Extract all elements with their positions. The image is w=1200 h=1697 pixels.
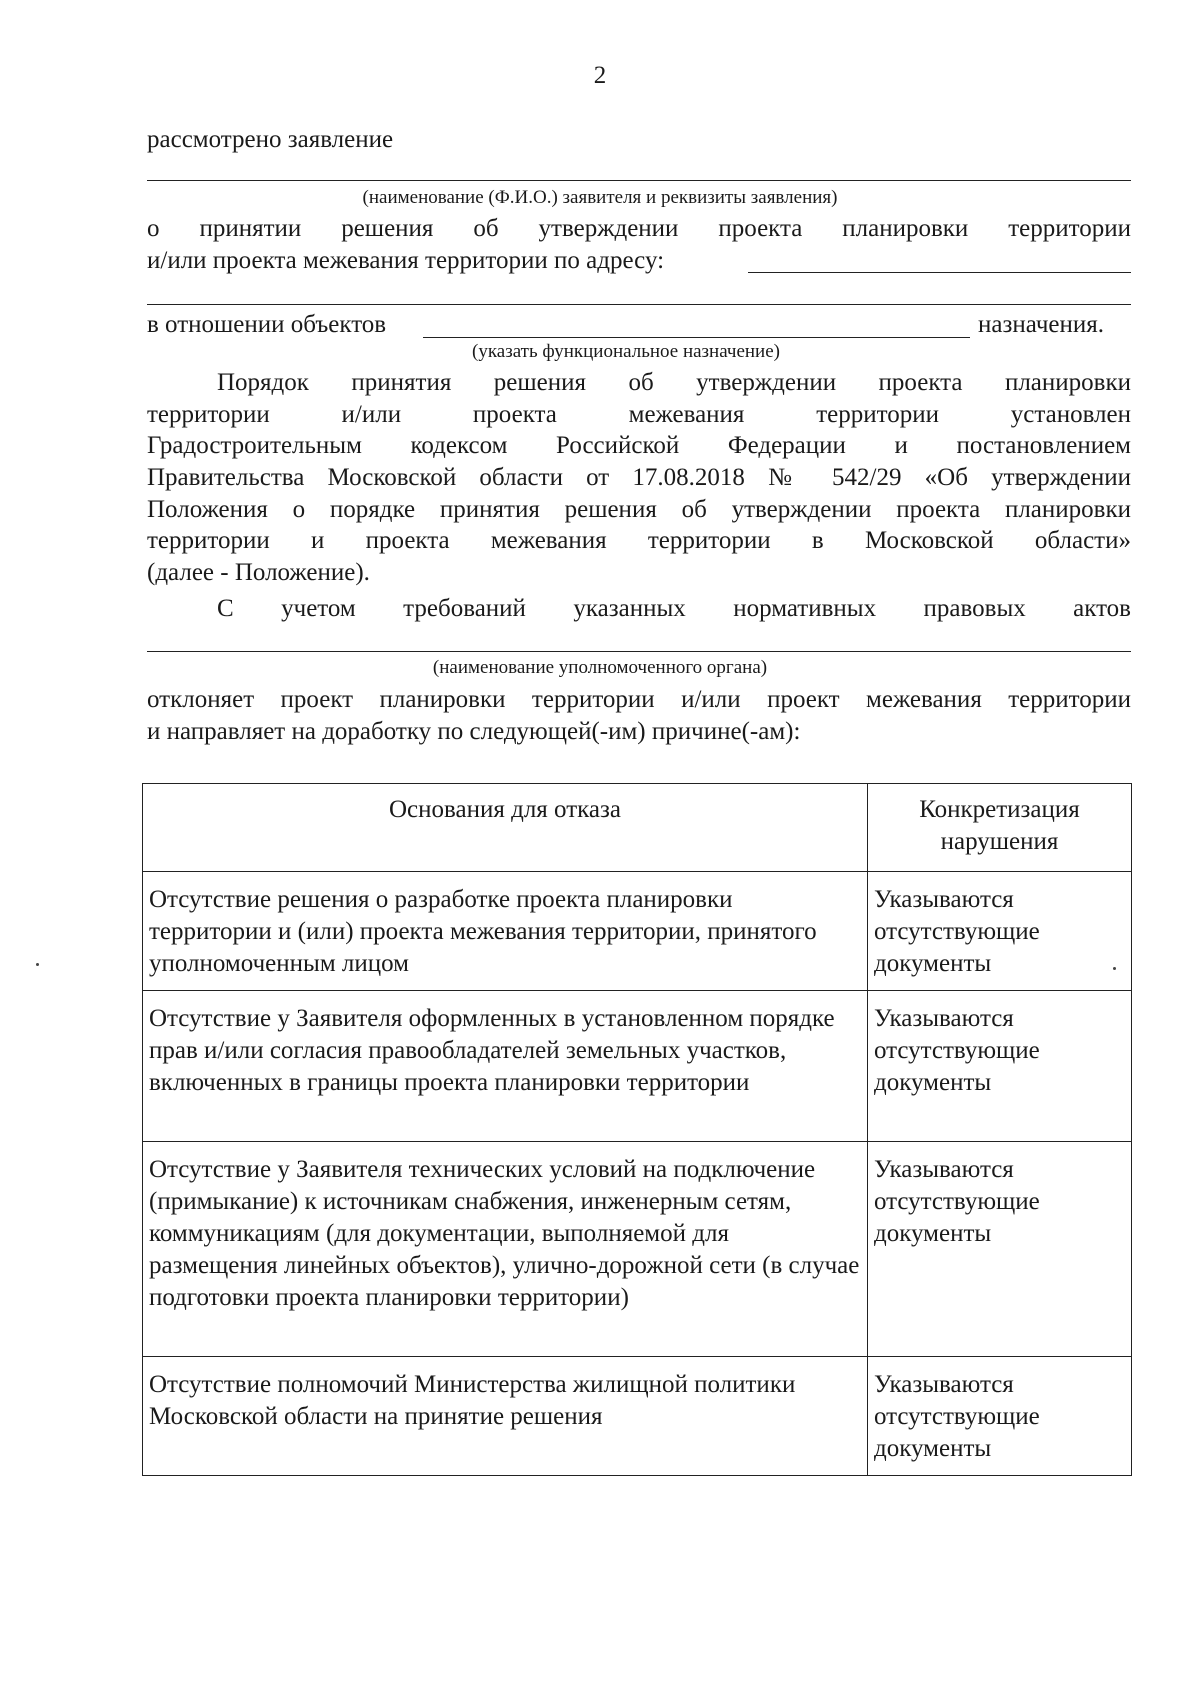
procedure-line-5: Положения о порядке принятия решения об утверждении проекта планировки bbox=[147, 496, 1131, 523]
table-row bbox=[143, 1142, 1132, 1357]
table-row bbox=[143, 872, 1132, 991]
decision-line-2: и/или проекта межевания территории по адресу: bbox=[147, 247, 665, 274]
table-row bbox=[143, 991, 1132, 1142]
header-reason: Основания для отказа bbox=[143, 784, 868, 872]
reason-cell: Отсутствие решения о разработке проекта планировки территории и (или) проекта межевания территории, принятого уполномоченным лицом bbox=[143, 872, 868, 991]
procedure-line-6: территории и проекта межевания территории в Московской области» bbox=[147, 527, 1131, 554]
reason-cell: Отсутствие полномочий Министерства жилищной политики Московской области на принятие решения bbox=[143, 1357, 868, 1476]
reason-cell: Отсутствие у Заявителя оформленных в установленном порядке прав и/или согласия правообладателей земельных участков, включенных в границы проекта планировки территории bbox=[143, 991, 868, 1142]
reason-cell: Отсутствие у Заявителя технических условий на подключение (примыкание) к источникам снабжения, инженерным сетям, коммуникациям (для документации, выполняемой для размещения линейных объектов), улично-дорожной сети (в случае подготовки проекта планировки территории) bbox=[143, 1142, 868, 1357]
considered-label: рассмотрено заявление bbox=[147, 126, 394, 153]
table-header-row bbox=[143, 784, 1132, 872]
detail-cell: Указываются отсутствующие документы bbox=[868, 872, 1132, 991]
authority-blank-line bbox=[147, 651, 1131, 652]
rejection-line-2: и направляет на доработку по следующей(-им) причине(-ам): bbox=[147, 718, 801, 745]
scan-speck bbox=[36, 963, 39, 966]
scan-speck bbox=[1113, 967, 1116, 970]
detail-cell: Указываются отсутствующие документы bbox=[868, 1142, 1132, 1357]
rejection-line-1: отклоняет проект планировки территории и/или проект межевания территории bbox=[147, 686, 1131, 713]
applicant-blank-line bbox=[147, 180, 1131, 181]
objects-blank-line bbox=[423, 337, 970, 338]
procedure-line-3: Градостроительным кодексом Российской Федерации и постановлением bbox=[147, 432, 1131, 459]
objects-prefix: в отношении объектов bbox=[147, 311, 387, 338]
procedure-line-1: Порядок принятия решения об утверждении проекта планировки bbox=[217, 369, 1131, 396]
address-blank-line-2 bbox=[147, 304, 1131, 305]
decision-line-1: о принятии решения об утверждении проекта планировки территории bbox=[147, 215, 1131, 242]
authority-caption: (наименование уполномоченного органа) bbox=[432, 657, 768, 678]
objects-suffix: назначения. bbox=[978, 311, 1105, 338]
applicant-caption: (наименование (Ф.И.О.) заявителя и реквизиты заявления) bbox=[362, 187, 838, 208]
function-caption: (указать функциональное назначение) bbox=[472, 341, 780, 362]
table-row bbox=[143, 1357, 1132, 1476]
rejection-reasons-table bbox=[142, 783, 1132, 1476]
header-detail: Конкретизация нарушения bbox=[868, 784, 1132, 872]
address-blank-line bbox=[748, 272, 1131, 273]
considering-line: С учетом требований указанных нормативных правовых актов bbox=[217, 595, 1131, 622]
procedure-line-7: (далее - Положение). bbox=[147, 559, 370, 586]
detail-cell: Указываются отсутствующие документы bbox=[868, 1357, 1132, 1476]
procedure-line-4: Правительства Московской области от 17.08.2018 № 542/29 «Об утверждении bbox=[147, 464, 1131, 491]
procedure-line-2: территории и/или проекта межевания территории установлен bbox=[147, 401, 1131, 428]
detail-cell: Указываются отсутствующие документы bbox=[868, 991, 1132, 1142]
page-number: 2 bbox=[593, 62, 607, 89]
